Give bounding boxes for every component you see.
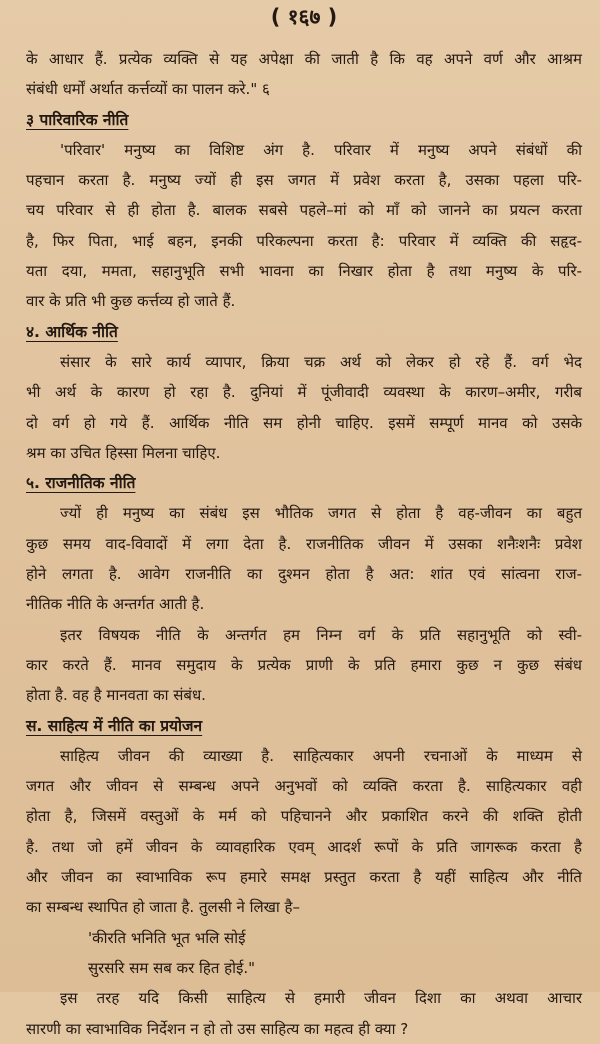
- text-line: साहित्य जीवन की व्याख्या है. साहित्यकार अपनी रचनाओं के माध्यम से: [60, 746, 582, 765]
- text-line: का सम्बन्ध स्थापित हो जाता है. तुलसी ने लिखा है–: [26, 898, 301, 917]
- text-line: इतर विषयक नीति के अन्तर्गत हम निम्न वर्ग के प्रति सहानुभूति को स्वी-: [60, 625, 582, 644]
- text-line: पहचान करता है. मनुष्य ज्यों ही इस जगत में प्रवेश करता है, उसका पहला परि-: [26, 171, 582, 190]
- text-line: होता है. वह है मानवता का संबंध.: [26, 686, 206, 705]
- text-line: इस तरह यदि किसी साहित्य से हमारी जीवन दिशा का अथवा आचार: [60, 989, 582, 1008]
- text-body: [26, 44, 582, 1044]
- text-line: श्रम का उचित हिस्सा मिलना चाहिए.: [26, 443, 221, 462]
- section-heading-text: स. साहित्य में नीति का प्रयोजन: [26, 716, 203, 735]
- section-heading: [26, 468, 582, 498]
- text-line: भी अर्थ के कारण हो रहा है. दुनियां में पूंजीवादी व्यवस्था के कारण–अमीर, गरीब: [26, 383, 582, 402]
- text-line: संसार के सारे कार्य व्यापार, क्रिया चक्र अर्थ को लेकर हो रहे हैं. वर्ग भेद: [60, 352, 582, 371]
- section-heading: [26, 317, 582, 347]
- text-line: 'परिवार' मनुष्य का विशिष्ट अंग है. परिवार में मनुष्य अपने संबंधों की: [60, 140, 582, 159]
- text-line: है. तथा जो हमें जीवन के व्यावहारिक एवम् आदर्श रूपों के प्रति जागरूक करता है: [26, 837, 582, 856]
- section-heading-text: ५. राजनीतिक नीति: [26, 474, 136, 493]
- section-heading: [26, 711, 582, 741]
- text-line: नीतिक नीति के अन्तर्गत आती है.: [26, 595, 205, 614]
- text-line: ज्यों ही मनुष्य का संबंध इस भौतिक जगत से होता है वह-जीवन का बहुत: [60, 504, 582, 523]
- text-line: कुछ समय वाद-विवादों में लगा देता है. राजनीतिक जीवन में उसका शनैःशनैः प्रवेश: [26, 534, 582, 553]
- text-line: है, फिर पिता, भाई बहन, इनकी परिकल्पना करता है: परिवार में व्यक्ति की सहृद-: [26, 231, 582, 250]
- text-line: के आधार हैं. प्रत्येक व्यक्ति से यह अपेक्षा की जाती है कि वह अपने वर्ण और आश्रम: [26, 50, 582, 68]
- text-line: यता दया, ममता, सहानुभूति सभी भावना का निखार होता है तथा मनुष्य के परि-: [26, 262, 582, 281]
- text-line: दो वर्ग हो गये हैं. आर्थिक नीति सम होनी चाहिए. इसमें सम्पूर्ण मानव को उसके: [26, 413, 582, 432]
- page-number: ( १६७ ): [270, 5, 338, 29]
- verse-line: सुरसरि सम सब कर हित होई.": [88, 958, 256, 977]
- text-line: वार के प्रति भी कुछ कर्त्तव्य हो जाते हैं.: [26, 292, 236, 311]
- text-line: होने लगता है. आवेग राजनीति का दुश्मन होता है अत: शांत एवं सांत्वना राज-: [26, 565, 582, 584]
- verse-line: 'कीरति भनिति भूत भलि सोई: [88, 928, 246, 947]
- text-line: सारणी का स्वाभाविक निर्देशन न हो तो उस साहित्य का महत्व ही क्या ?: [26, 1019, 409, 1038]
- text-line: जगत और जीवन से सम्बन्ध अपने अनुभवों को व्यक्ति करता है. साहित्यकार वही: [26, 777, 582, 796]
- text-line: होता है, जिसमें वस्तुओं के मर्म को पहिचानने और प्रकाशित करने की शक्ति होती: [26, 807, 582, 826]
- text-line: और जीवन का स्वाभाविक रूप हमारे समक्ष प्रस्तुत करता है यहीं साहित्य और नीति: [26, 868, 582, 887]
- text-line: कार करते हैं. मानव समुदाय के प्रत्येक प्राणी के प्रति हमारा कुछ न कुछ संबंध: [26, 655, 582, 674]
- section-heading-text: ४. आर्थिक नीति: [26, 322, 118, 341]
- section-heading: [26, 105, 582, 135]
- text-line: चय परिवार से ही होता है. बालक सबसे पहले–मां को माँ को जानने का प्रयत्न करता: [26, 201, 582, 220]
- text-line: संबंधी धर्मों अर्थात कर्त्तव्यों का पालन करे." ६: [26, 80, 270, 99]
- section-heading-text: ३ पारिवारिक नीति: [26, 110, 129, 129]
